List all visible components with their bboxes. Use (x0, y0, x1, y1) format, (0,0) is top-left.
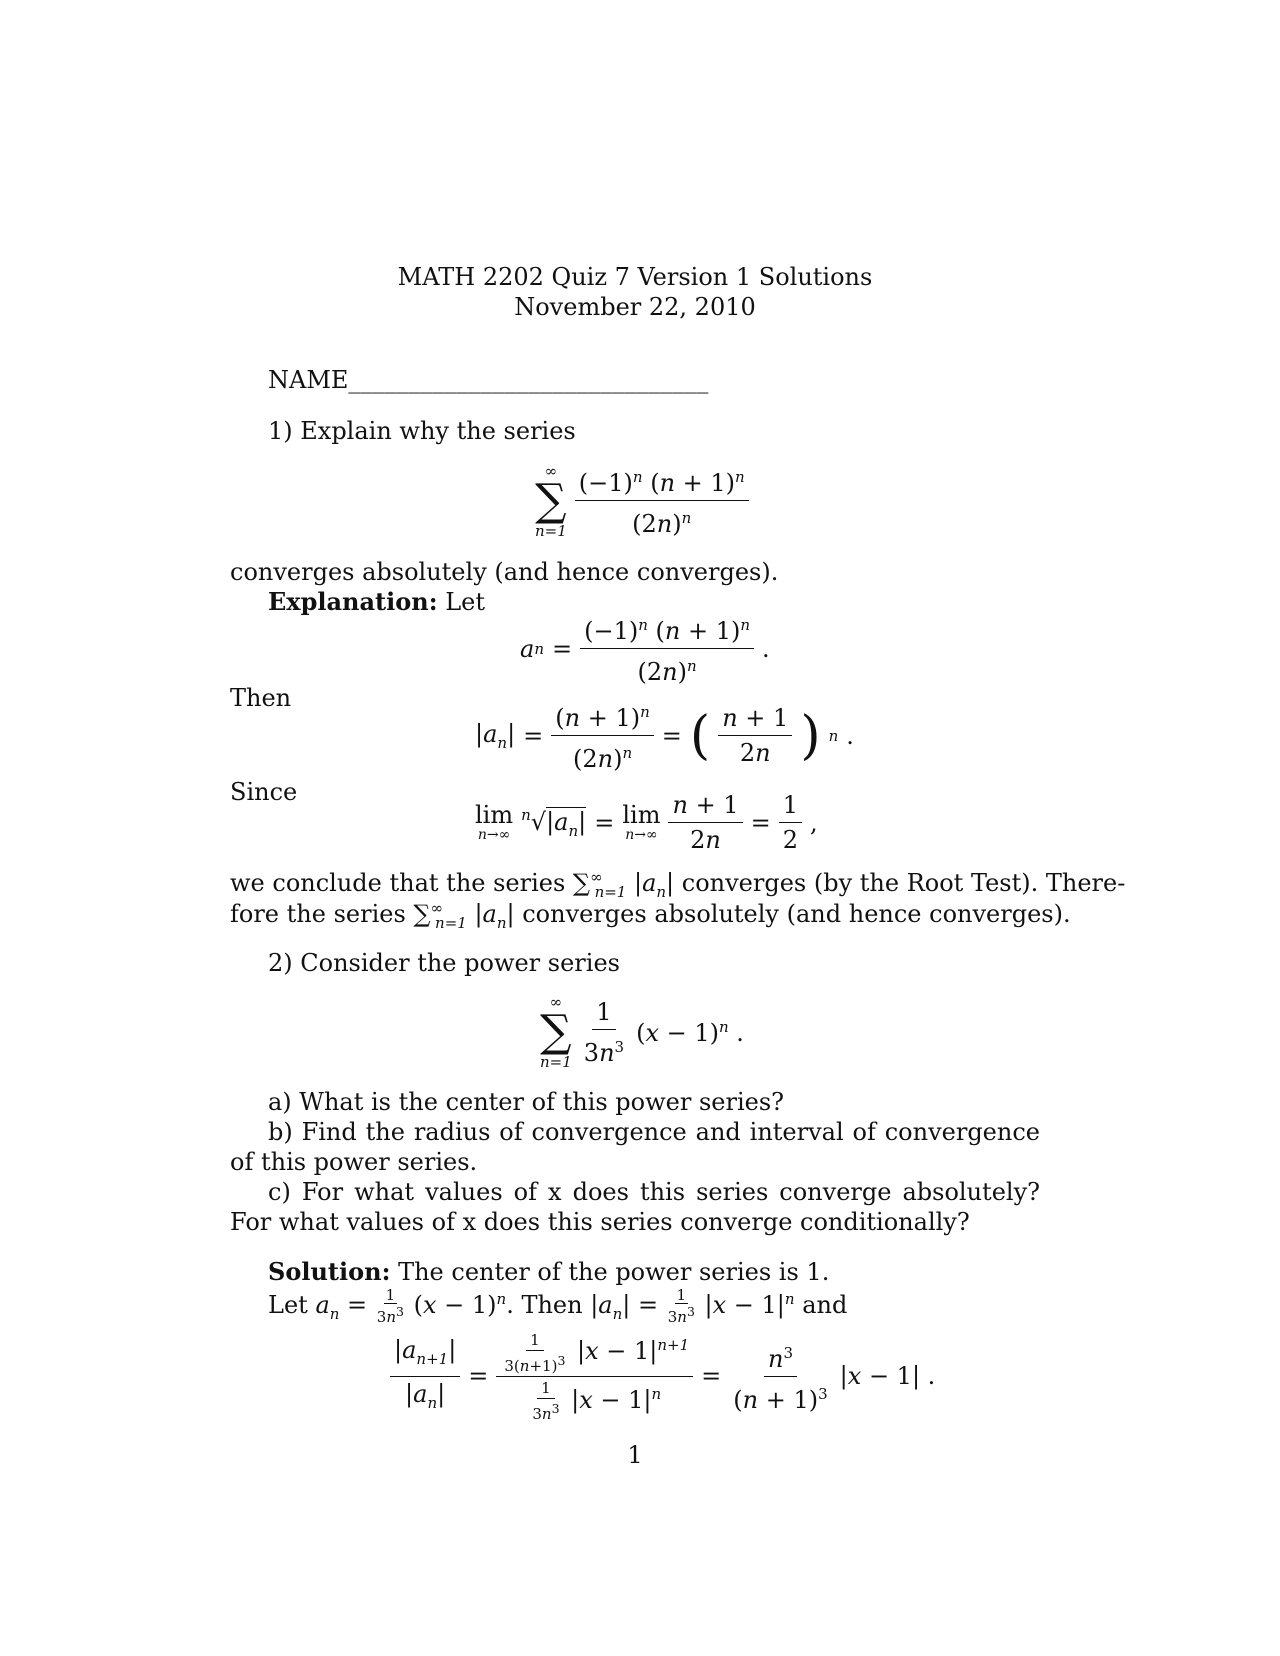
problem2-prompt: 2) Consider the power series (268, 949, 620, 977)
page-number: 1 (627, 1441, 643, 1469)
solution-text: The center of the power series is 1. (398, 1258, 830, 1286)
an-definition: a n = $\frac{(-1)^n (n + 1)^n}{(2n)^n}$ . (520, 610, 770, 687)
explanation-line (268, 587, 485, 617)
part-b: b) Find the radius of convergence and interval of convergence of this power series. (230, 1118, 1040, 1176)
root-test-limit: lim n→∞ $^n√|a_n|$ = lim n→∞ $\frac{n + 1}{2n}$ = $\frac{1}{2}$ , (475, 791, 818, 854)
ratio-expression: $\frac{|a_{n+1}|}{|a_n|}$ = $\frac{1}{3(n+1)^3}$ $|x - 1|^{n+1}$ $\frac{1}{3n^3}$ $|x - 1|^n$ = $\frac{n^3}{(n + 1)^3}$ |x − 1| . (390, 1330, 935, 1422)
abs-an-expression: $|a_n|$ = $\frac{(n + 1)^n}{(2n)^n}$ = ( $\frac{n + 1}{2n}$ ) n . (475, 697, 854, 774)
problem1-series: ∞ ∑ n=1 $\frac{(-1)^n (n + 1)^n}{(2n)^n}$ (535, 462, 749, 539)
part-a: a) What is the center of this power series? (268, 1088, 785, 1116)
conclusion-b: converges (by the Root Test). There- (681, 869, 1126, 897)
let-a: Let (268, 1291, 308, 1319)
conclusion-line-2: fore the series $\sum^\infty_{n=1}$ $|a_n|$ converges absolutely (and hence converges). (230, 899, 1071, 932)
page-date: November 22, 2010 (514, 293, 756, 321)
power-series: ∞ ∑ n=1 $\frac{1}{3n^3}$ $(x - 1)^n$ . (540, 993, 744, 1071)
explanation-label: Explanation: (268, 587, 438, 616)
let-b: Then (521, 1291, 583, 1319)
sum-symbol-2: ∞ ∑ n=1 (540, 993, 572, 1071)
conclusion-c: fore the series (230, 900, 406, 928)
sum-symbol: ∞ ∑ n=1 (535, 461, 567, 540)
name-field: NAME______________________________ (268, 366, 709, 394)
explanation-text: Let (445, 588, 486, 616)
then-text: Then (230, 684, 292, 712)
conclusion-line-1: we conclude that the series $\sum^\infty_{n=1}$ $|a_n|$ converges (by the Root Test). There- (230, 868, 1126, 901)
since-text: Since (230, 778, 298, 806)
page-title: MATH 2202 Quiz 7 Version 1 Solutions (397, 263, 873, 291)
solution-label: Solution: (268, 1257, 391, 1286)
conclusion-a: we conclude that the series (230, 869, 566, 897)
part-c: c) For what values of x does this series converge absolutely? For what values of x does this series converge conditionally? (230, 1178, 1040, 1236)
problem1-prompt: 1) Explain why the series (268, 417, 576, 445)
conclusion-d: converges absolutely (and hence converges). (522, 900, 1071, 928)
let-line: Let $a_n$ = $\frac{1}{3n^3}$ $(x - 1)^n$. Then $|a_n|$ = $\frac{1}{3n^3}$ $|x - 1|^n$ and (268, 1286, 848, 1326)
problem1-converges-text: converges absolutely (and hence converges). (230, 558, 779, 586)
solution-line (268, 1257, 829, 1287)
let-c: and (802, 1291, 848, 1319)
